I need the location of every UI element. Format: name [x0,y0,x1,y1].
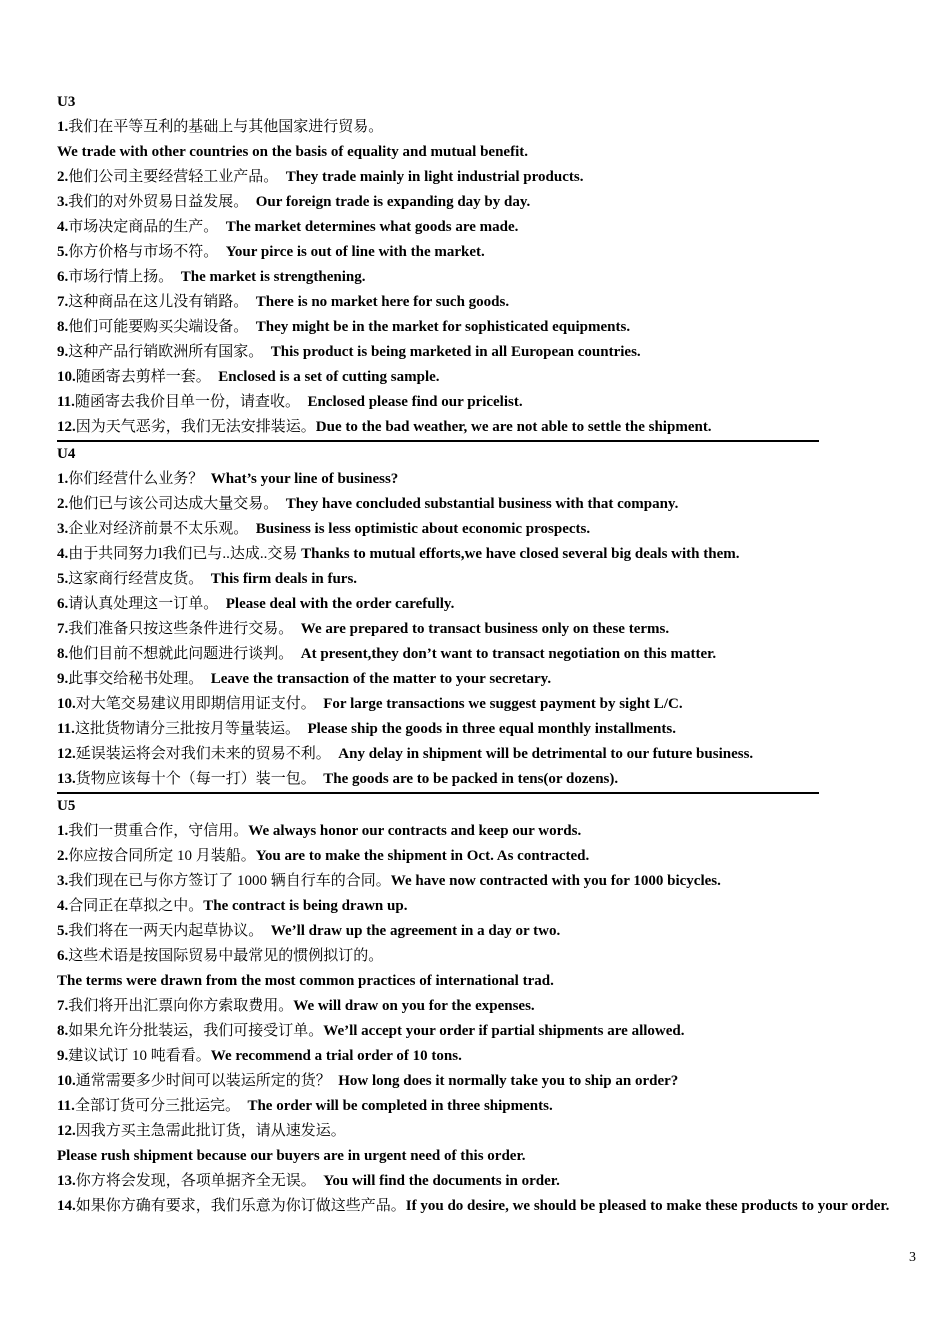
sentence-pair: 7.我们准备只按这些条件进行交易。 We are prepared to transact business only on these terms. [57,621,670,637]
document-page [57,90,917,1219]
sentence-pair: 2.他们已与该公司达成大量交易。 They have concluded substantial business with that company. [57,496,679,512]
sentence-pair: 4.市场决定商品的生产。 The market determines what goods are made. [57,219,519,235]
sentence-zh: 12.因我方买主急需此批订货，请从速发运。 [57,1123,346,1139]
sentence-pair: 2.他们公司主要经营轻工业产品。 They trade mainly in light industrial products. [57,169,584,185]
sentence-pair: 11.随函寄去我价目单一份，请查收。 Enclosed please find our pricelist. [57,394,523,410]
sentence-pair: 10.随函寄去剪样一套。 Enclosed is a set of cutting sample. [57,369,440,385]
sentence-pair: 7.我们将开出汇票向你方索取费用。We will draw on you for the expenses. [57,998,535,1014]
sentence-pair: 12.延误装运将会对我们未来的贸易不利。 Any delay in shipment will be detrimental to our future business. [57,746,754,762]
sentence-pair: 10.通常需要多少时间可以装运所定的货？ How long does it normally take you to ship an order? [57,1073,679,1089]
sentence-pair: 11.这批货物请分三批按月等量装运。 Please ship the goods in three equal monthly installments. [57,721,676,737]
sentence-pair: 4.由于共同努力l我们已与..达成..交易 Thanks to mutual efforts,we have closed several big deals with them. [57,546,740,562]
page-number: 3 [909,1250,916,1265]
sentence-pair: 14.如果你方确有要求，我们乐意为你订做这些产品。If you do desire, we should be pleased to make these products to your order. [57,1198,890,1214]
sentence-pair: 5.你方价格与市场不符。 Your pirce is out of line with the market. [57,244,485,260]
sentence-zh: 1.我们在平等互利的基础上与其他国家进行贸易。 [57,119,384,135]
sentence-pair: 12.因为天气恶劣，我们无法安排装运。Due to the bad weather, we are not able to settle the shipment. [57,415,819,442]
sentence-pair: 8.如果允许分批装运，我们可接受订单。We’ll accept your order if partial shipments are allowed. [57,1023,685,1039]
sentence-pair: 5.我们将在一两天内起草协议。 We’ll draw up the agreement in a day or two. [57,923,561,939]
sentence-pair: 3.我们的对外贸易日益发展。 Our foreign trade is expanding day by day. [57,194,531,210]
sentence-en: We trade with other countries on the basis of equality and mutual benefit. [57,144,528,160]
sentence-en: The terms were drawn from the most common practices of international trad. [57,973,554,989]
sentence-pair: 13.货物应该每十个（每一打）装一包。 The goods are to be packed in tens(or dozens). [57,767,819,794]
sentence-en: Please rush shipment because our buyers are in urgent need of this order. [57,1148,526,1164]
sentence-pair: 6.市场行情上扬。 The market is strengthening. [57,269,366,285]
sentence-zh: 6.这些术语是按国际贸易中最常见的惯例拟订的。 [57,948,384,964]
unit-heading: U3 [57,94,76,110]
sentence-pair: 3.我们现在已与你方签订了 1000 辆自行车的合同。We have now contracted with you for 1000 bicycles. [57,873,721,889]
sentence-pair: 4.合同正在草拟之中。The contract is being drawn up. [57,898,408,914]
sentence-pair: 9.此事交给秘书处理。 Leave the transaction of the matter to your secretary. [57,671,552,687]
sentence-pair: 8.他们可能要购买尖端设备。 They might be in the market for sophisticated equipments. [57,319,631,335]
sentence-pair: 1.我们一贯重合作，守信用。We always honor our contracts and keep our words. [57,823,582,839]
sentence-pair: 8.他们目前不想就此问题进行谈判。 At present,they don’t want to transact negotiation on this matter. [57,646,717,662]
sentence-pair: 2.你应按合同所定 10 月装船。You are to make the shipment in Oct. As contracted. [57,848,590,864]
sentence-pair: 1.你们经营什么业务？ What’s your line of business? [57,471,399,487]
sentence-pair: 11.全部订货可分三批运完。 The order will be completed in three shipments. [57,1098,553,1114]
sentence-pair: 9.建议试订 10 吨看看。We recommend a trial order of 10 tons. [57,1048,462,1064]
sentence-pair: 7.这种商品在这儿没有销路。 There is no market here for such goods. [57,294,510,310]
unit-heading: U4 [57,446,76,462]
sentence-pair: 3.企业对经济前景不太乐观。 Business is less optimistic about economic prospects. [57,521,591,537]
sentence-pair: 10.对大笔交易建议用即期信用证支付。 For large transactions we suggest payment by sight L/C. [57,696,683,712]
sentence-pair: 9.这种产品行销欧洲所有国家。 This product is being marketed in all European countries. [57,344,641,360]
sentence-pair: 5.这家商行经营皮货。 This firm deals in furs. [57,571,358,587]
sentence-pair: 13.你方将会发现，各项单据齐全无误。 You will find the documents in order. [57,1173,560,1189]
sentence-pair: 6.请认真处理这一订单。 Please deal with the order carefully. [57,596,455,612]
unit-heading: U5 [57,798,76,814]
